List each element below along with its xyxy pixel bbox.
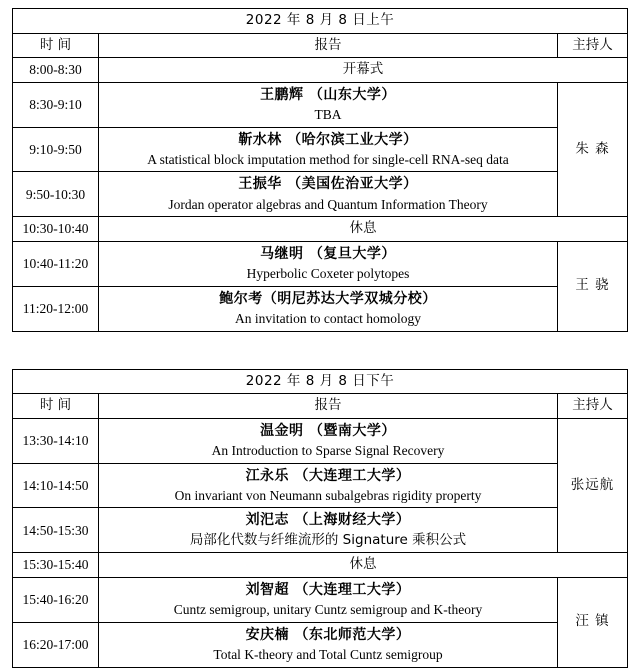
row-report [99, 577, 558, 622]
table-row [13, 82, 628, 127]
chair-name: 王 骁 [558, 241, 628, 331]
afternoon-session-table [12, 369, 628, 668]
row-report [99, 622, 558, 667]
row-break-label: 休息 [99, 217, 628, 242]
row-report [99, 463, 558, 508]
row-time: 14:10-14:50 [13, 463, 99, 508]
header-chair: 主持人 [558, 394, 628, 419]
row-report [99, 172, 558, 217]
table-row [13, 217, 628, 242]
chair-name: 汪 镇 [558, 577, 628, 667]
morning-session-table [12, 8, 628, 332]
talk-title: Hyperbolic Coxeter polytopes [246, 266, 410, 282]
table-row [13, 577, 628, 622]
row-time: 15:40-16:20 [13, 577, 99, 622]
row-time: 13:30-14:10 [13, 418, 99, 463]
header-time: 时 间 [13, 394, 99, 419]
chair-name: 张远航 [558, 418, 628, 553]
session-title: 2022 年 8 月 8 日上午 [13, 9, 628, 34]
row-report [99, 286, 558, 331]
session-gap [12, 332, 627, 369]
row-time: 16:20-17:00 [13, 622, 99, 667]
row-time: 14:50-15:30 [13, 508, 99, 553]
speaker-name: 安庆楠 （东北师范大学） [245, 626, 411, 643]
session-title-row [13, 369, 628, 394]
speaker-name: 马继明 （复旦大学） [260, 245, 396, 262]
row-report [99, 241, 558, 286]
header-row [13, 33, 628, 58]
row-time: 10:40-11:20 [13, 241, 99, 286]
speaker-name: 江永乐 （大连理工大学） [245, 467, 411, 484]
speaker-name: 鲍尔考（明尼苏达大学双城分校） [219, 290, 437, 307]
header-row [13, 394, 628, 419]
header-chair: 主持人 [558, 33, 628, 58]
row-report [99, 82, 558, 127]
session-title-row [13, 9, 628, 34]
talk-title: An Introduction to Sparse Signal Recovery [211, 442, 445, 458]
row-time: 9:10-9:50 [13, 127, 99, 172]
talk-title: An invitation to contact homology [235, 310, 421, 326]
speaker-name: 靳水林 （哈尔滨工业大学） [238, 131, 418, 148]
speaker-name: 刘智超 （大连理工大学） [245, 581, 411, 598]
talk-title: 局部化代数与纤维流形的 Signature 乘积公式 [189, 531, 467, 548]
table-row [13, 418, 628, 463]
table-row [13, 463, 628, 508]
row-time: 10:30-10:40 [13, 217, 99, 242]
table-row [13, 622, 628, 667]
row-break-label: 开幕式 [99, 58, 628, 83]
table-row [13, 241, 628, 286]
talk-title: Cuntz semigroup, unitary Cuntz semigroup and K-theory [173, 602, 483, 618]
header-report: 报告 [99, 33, 558, 58]
row-time: 8:00-8:30 [13, 58, 99, 83]
table-row [13, 172, 628, 217]
speaker-name: 温金明 （暨南大学） [260, 422, 396, 439]
speaker-name: 王鹏辉 （山东大学） [260, 86, 396, 103]
header-report: 报告 [99, 394, 558, 419]
table-row [13, 127, 628, 172]
speaker-name: 刘汜志 （上海财经大学） [245, 512, 411, 529]
table-row [13, 508, 628, 553]
row-time: 11:20-12:00 [13, 286, 99, 331]
speaker-name: 王振华 （美国佐治亚大学） [238, 176, 418, 193]
table-row [13, 286, 628, 331]
row-break-label: 休息 [99, 553, 628, 578]
row-time: 15:30-15:40 [13, 553, 99, 578]
talk-title: Total K-theory and Total Cuntz semigroup [213, 646, 443, 662]
row-time: 8:30-9:10 [13, 82, 99, 127]
talk-title: TBA [314, 106, 342, 122]
row-report [99, 508, 558, 553]
session-title: 2022 年 8 月 8 日下午 [13, 369, 628, 394]
table-row [13, 58, 628, 83]
row-report [99, 418, 558, 463]
talk-title: A statistical block imputation method for single-cell RNA-seq data [147, 151, 509, 167]
header-time: 时 间 [13, 33, 99, 58]
talk-title: On invariant von Neumann subalgebras rigidity property [174, 487, 482, 503]
table-row [13, 553, 628, 578]
chair-name: 朱 森 [558, 82, 628, 217]
row-report [99, 127, 558, 172]
row-time: 9:50-10:30 [13, 172, 99, 217]
talk-title: Jordan operator algebras and Quantum Information Theory [168, 196, 488, 212]
